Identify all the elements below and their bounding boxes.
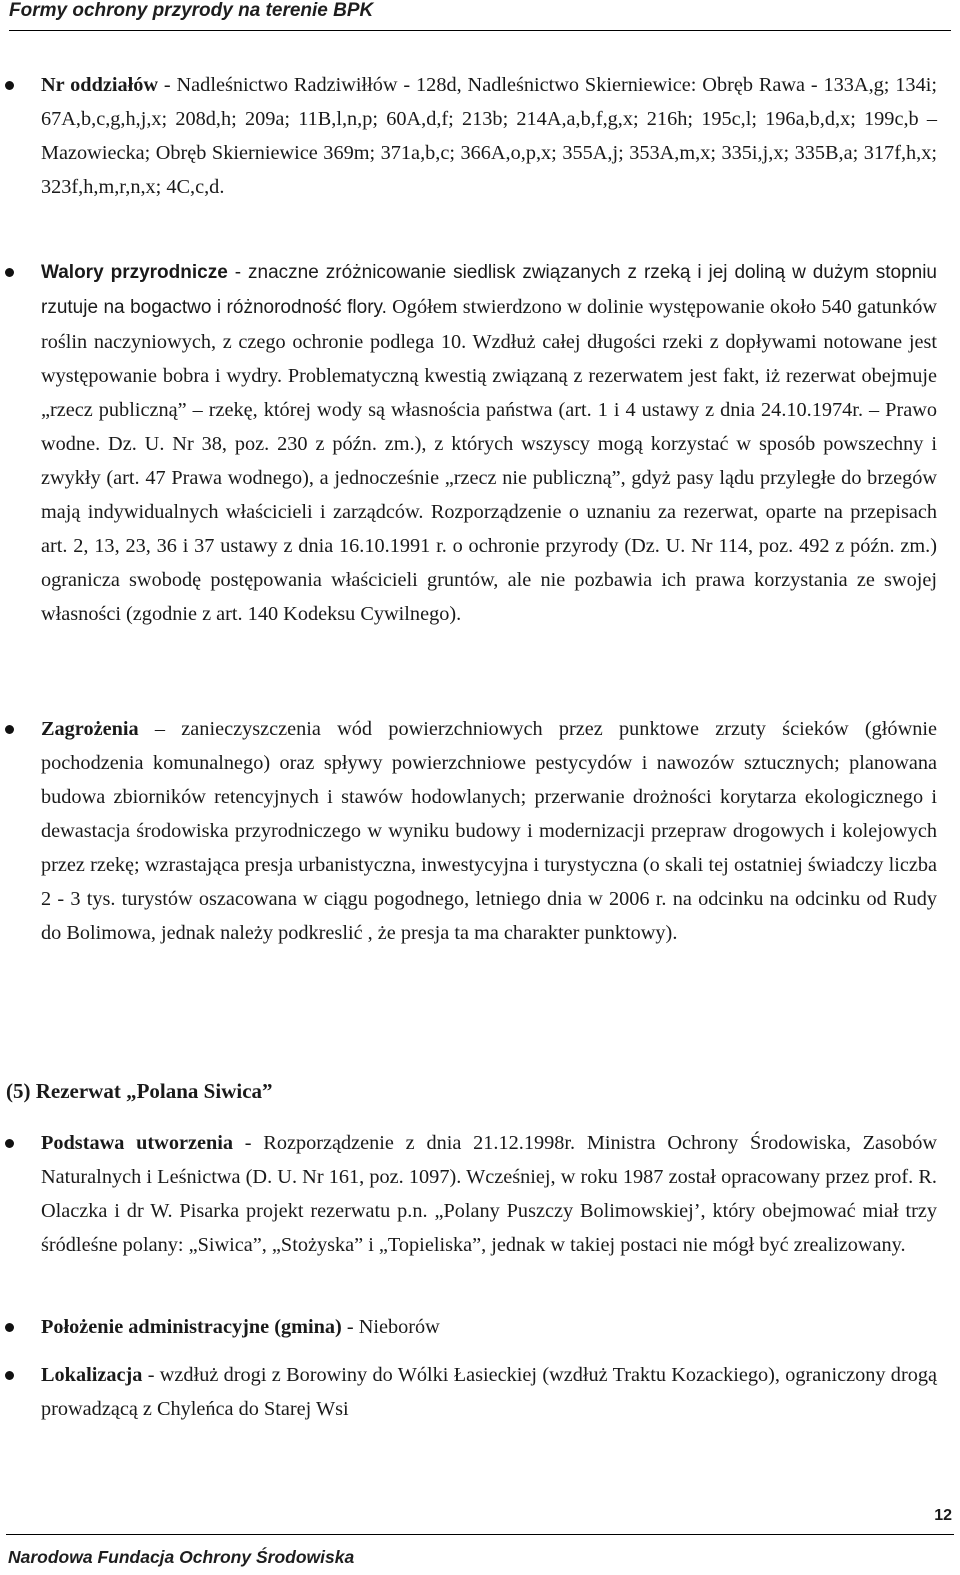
list-item-walory [0,255,937,651]
bullet-icon [5,725,14,734]
page-number: 12 [934,1507,952,1524]
section-heading: (5) Rezerwat „Polana Siwica” [6,1079,273,1103]
page-footer [6,1507,954,1571]
item-text-sans: - znaczne zróżnicowanie siedlisk związanych z rzeką i jej doliną w dużym stopniu rzutuje na bogactwo i różnorodność flory. [41,262,937,318]
paragraph [41,68,937,204]
paragraph [41,1126,937,1262]
item-text: - wzdłuż drogi z Borowiny do Wólki Łasieckiej (wzdłuż Traktu Kozackiego), ograniczony drogą prowadzącą z Chyleńca do Starej Wsi [41,1364,937,1420]
item-text: – zanieczyszczenia wód powierzchniowych przez punktowe zrzuty ścieków (głównie pochodzenia komunalnego) oraz spływy powierzchniowe pestycydów i nawozów sztucznych; planowana budowa zbiorników retencyjnych i stawów hodowlanych; przerwanie drożności korytarza ekologicznego i dewastacja środowiska przyrodniczego w wyniku budowy i modernizacji przepraw drogowych i kolejowych przez rzekę; wzrastająca presja urbanistyczna, inwestycyjna i turystyczna (o skali tej ostatniej świadczy liczba 2 - 3 tys. turystów oszacowana w ciągu pogodnego, letniego dnia w 2006 r. na odcinku na odcinku od Rudy do Bolimowa, jednak należy podkreslić , że presja ta ma charakter punktowy). [41,718,937,944]
item-text: - Nieborów [341,1316,440,1338]
item-lead: Lokalizacja [41,1364,143,1386]
item-lead: Zagrożenia [41,718,139,740]
page-header [9,0,951,31]
bullet-icon [5,1139,14,1148]
bullet-icon [5,268,14,277]
bullet-icon [5,81,14,90]
list-item-zagrozenia [0,712,937,970]
item-lead: Nr oddziałów [41,74,159,96]
list-item-polozenie [0,1310,937,1364]
header-title: Formy ochrony przyrody na terenie BPK [9,0,374,21]
list-item-nr-oddzialow [0,68,937,224]
paragraph [41,712,937,950]
item-text: Ogółem stwierdzono w dolinie występowanie około 540 gatunków roślin naczyniowych, z czego ochronie podlega 10. Wzdłuż całej długości rzeki z dopływami notowane jest występowanie bobra i wydry. Problematyczną kwestią związaną z rezerwatem jest fakt, iż rezerwat obejmuje „rzecz publiczną” – rzekę, której wody są własnościa państwa (art. 1 i 4 ustawy z dnia 24.10.1974r. – Prawo wodne. Dz. U. Nr 38, poz. 230 z późn. zm.), z których wszyscy mogą korzystać w sposób powszechny i zwykły (art. 47 Prawa wodnego), a jednocześnie „rzecz nie publiczną”, gdyż pasy lądu przyległe do brzegów mają indywidualnych właścicieli i zarządców. Rozporządzenie o uznaniu za rezerwat, oparte na przepisach art. 2, 13, 23, 36 i 37 ustawy z dnia 16.10.1991 r. o ochronie przyrody (Dz. U. Nr 114, poz. 492 z późn. zm.) ogranicza swobodę postępowania właścicieli gruntów, ale nie pozbawia ich prawa korzystania ze swojej własności (zgodnie z art. 140 Kodeksu Cywilnego). [41,296,937,625]
item-lead: Podstawa utworzenia [41,1132,234,1154]
paragraph [41,255,937,631]
paragraph [41,1358,937,1426]
bullet-icon [5,1323,14,1332]
list-item-podstawa [0,1126,937,1282]
item-text: - Nadleśnictwo Radziwiłłów - 128d, Nadleśnictwo Skierniewice: Obręb Rawa - 133A,g; 134i; 67A,b,c,g,h,j,x; 208d,h; 209a; 11B,l,n,p; 60A,d,f; 213b; 214A,a,b,f,g,x; 216h; 195c,l; 196a,b,d,x; 199c,b –Mazowiecka; Obręb Skierniewice 369m; 371a,b,c; 366A,o,p,x; 355A,j; 353A,m,x; 335i,j,x; 335B,a; 317f,h,x; 323f,h,m,r,n,x; 4C,c,d. [41,74,937,198]
item-lead: Położenie administracyjne (gmina) [41,1316,342,1338]
item-lead: Walory przyrodnicze [41,262,228,283]
footer-title: Narodowa Fundacja Ochrony Środowiska [8,1547,355,1567]
item-text: - Rozporządzenie z dnia 21.12.1998r. Ministra Ochrony Środowiska, Zasobów Naturalnych i Leśnictwa (D. U. Nr 161, poz. 1097). Wcześniej, w roku 1987 został opracowany przez prof. R. Olaczka i dr W. Pisarka projekt rezerwatu p.n. „Polany Puszczy Bolimowskiej’, który obejmować miał trzy śródleśne polany: „Siwica”, „Stożyska” i „Topieliska”, jednak w takiej postaci nie mógł być zrealizowany. [41,1132,937,1256]
bullet-icon [5,1371,14,1380]
list-item-lokalizacja [0,1358,937,1446]
paragraph [41,1310,937,1344]
